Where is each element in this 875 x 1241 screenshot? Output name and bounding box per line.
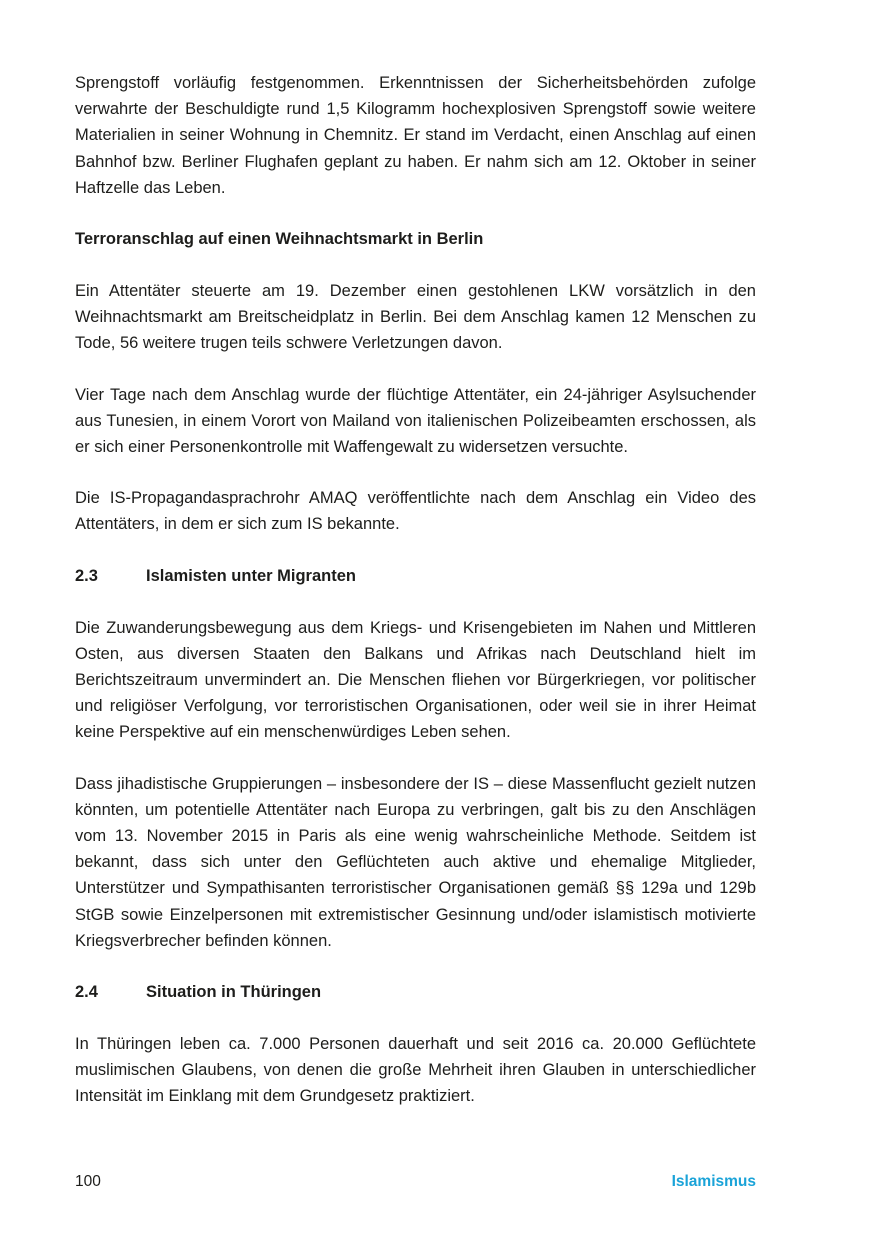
paragraph-amaq-video: Die IS-Propagandasprachrohr AMAQ veröffentlichte nach dem Anschlag ein Video des Attentäters, in dem er sich zum IS bekannte.: [75, 489, 756, 534]
section-heading-2-4: [75, 979, 756, 1005]
footer-section-name: Islamismus: [671, 1173, 756, 1190]
paragraph-sprengstoff: Sprengstoff vorläufig festgenommen. Erkenntnissen der Sicherheitsbehörden zufolge verwahrte der Beschuldigte rund 1,5 Kilogramm hochexplosiven Sprengstoff sowie weitere Materialien in seiner Wohnung in Chemnitz. Er stand im Verdacht, einen Anschlag auf einen Bahnhof bzw. Berliner Flughafen geplant zu haben. Er nahm sich am 12. Oktober in seiner Haftzelle das Leben.: [75, 74, 756, 197]
paragraph-jihadist-groups: Dass jihadistische Gruppierungen – insbesondere der IS – diese Massenflucht gezielt nutzen könnten, um potentielle Attentäter nach Europa zu verbringen, galt bis zu den Anschlägen vom 13. November 2015 in Paris als eine wenig wahrscheinliche Methode. Seitdem ist bekannt, dass sich unter den Geflüchteten auch aktive und ehemalige Mitglieder, Unterstützer und Sympathisanten terroristischer Organisationen gemäß §§ 129a und 129b StGB sowie Einzelpersonen mit extremistischer Gesinnung und/oder islamistisch motivierte Kriegsverbrecher befinden können.: [75, 774, 756, 950]
paragraph-attack-description: Ein Attentäter steuerte am 19. Dezember einen gestohlenen LKW vorsätzlich in den Weihnachtsmarkt am Breitscheidplatz in Berlin. Bei dem Anschlag kamen 12 Menschen zu Tode, 56 weitere trugen teils schwere Verletzungen davon.: [75, 282, 756, 353]
section-title: Islamisten unter Migranten: [146, 566, 356, 585]
page-content: [75, 70, 756, 1110]
paragraph-thuringia: In Thüringen leben ca. 7.000 Personen dauerhaft und seit 2016 ca. 20.000 Geflüchtete muslimischen Glaubens, von denen die große Mehrheit ihren Glauben in unterschiedlicher Intensität im Einklang mit dem Grundgesetz praktiziert.: [75, 1035, 756, 1106]
section-heading-2-3: [75, 563, 756, 589]
section-number: 2.3: [75, 566, 98, 585]
page-footer: [75, 1171, 756, 1193]
subheading-berlin-attack: Terroranschlag auf einen Weihnachtsmarkt in Berlin: [75, 230, 484, 249]
section-title: Situation in Thüringen: [146, 983, 322, 1002]
page-number: 100: [75, 1173, 101, 1190]
section-number: 2.4: [75, 983, 98, 1002]
paragraph-attacker-shot: Vier Tage nach dem Anschlag wurde der flüchtige Attentäter, ein 24-jähriger Asylsuchender aus Tunesien, in einem Vorort von Mailand von italienischen Polizeibeamten erschossen, als er sich einer Personenkontrolle mit Waffengewalt zu widersetzen versuchte.: [75, 385, 756, 457]
paragraph-migration: Die Zuwanderungsbewegung aus dem Kriegs- und Krisengebieten im Nahen und Mittleren Osten, aus diversen Staaten den Balkans und Afrikas nach Deutschland hielt im Berichtszeitraum unvermindert an. Die Menschen fliehen vor Bürgerkriegen, vor politischer und religiöser Verfolgung, vor terroristischen Organisationen, oder weil sie in ihrer Heimat keine Perspektive auf ein menschenwürdiges Leben sehen.: [75, 618, 756, 742]
